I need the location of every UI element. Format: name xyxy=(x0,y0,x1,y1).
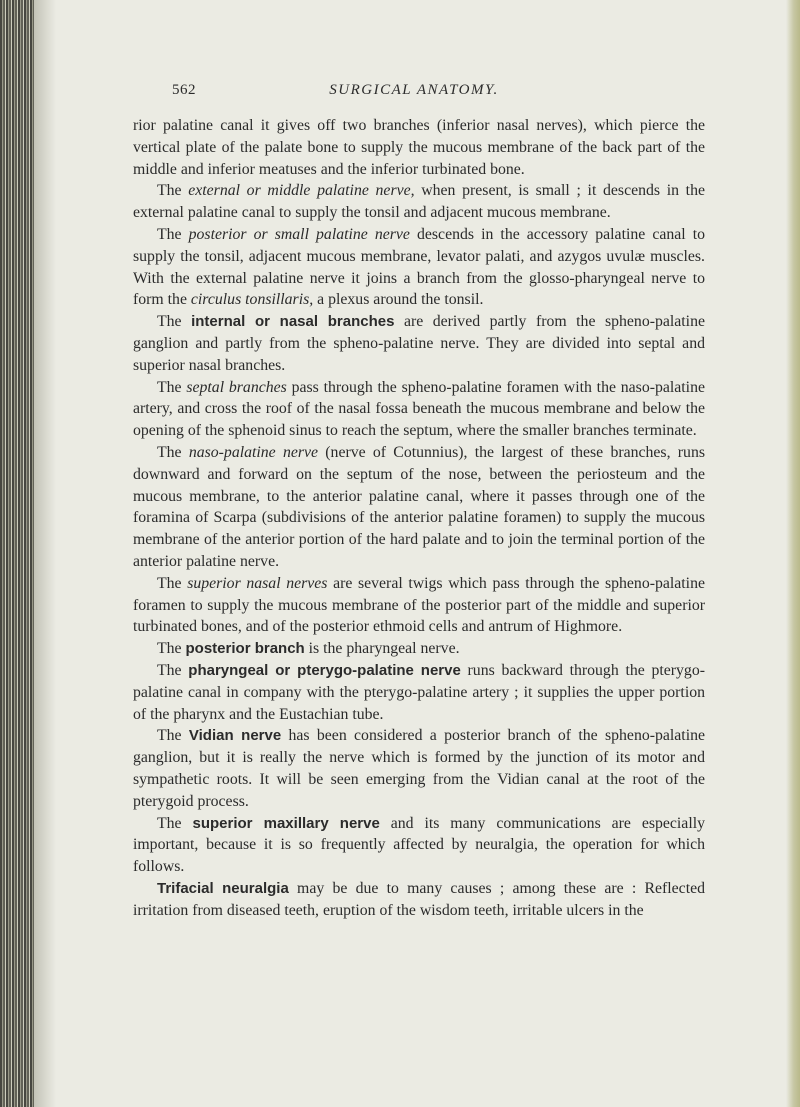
paragraph xyxy=(133,377,705,442)
page-edge xyxy=(786,0,800,1107)
bold-heading-term: pharyngeal or pterygo-palatine nerve xyxy=(188,661,461,679)
paragraph xyxy=(133,660,705,725)
text-run: runs backward through the pterygo-palatine canal in company with the pterygo-palatine artery ; it supplies the upper portion of the pharynx and the Eustachian tube. xyxy=(133,661,705,723)
paragraph xyxy=(133,638,705,660)
text-run: The xyxy=(157,727,189,745)
italic-term: circulus tonsillaris, xyxy=(190,291,314,309)
paragraph xyxy=(133,180,705,224)
text-run: are derived partly from the spheno-palatine ganglion and partly from the spheno-palatine nerve. They are divided into septal and superior nasal branches. xyxy=(133,313,705,374)
bold-heading-term: internal or nasal branches xyxy=(191,313,395,331)
text-run: The xyxy=(157,225,189,243)
text-run: a plexus around the tonsil. xyxy=(313,291,484,309)
paragraph xyxy=(133,878,705,922)
italic-term: posterior or small palatine nerve xyxy=(188,225,410,243)
bold-heading-term: posterior branch xyxy=(185,640,305,658)
paragraph xyxy=(133,573,705,638)
text-run: The xyxy=(157,661,189,679)
text-run: pass through the spheno-palatine foramen with the naso-palatine artery, and cross the roof of the nasal fossa beneath the mucous membrane and below the opening of the sphenoid sinus to reach the septum, where the smaller branches terminate. xyxy=(133,378,705,440)
book-binding-gutter xyxy=(0,0,34,1107)
text-run: The xyxy=(157,378,187,396)
italic-term: septal branches xyxy=(186,378,287,396)
text-run: The xyxy=(157,313,192,331)
paragraph xyxy=(133,311,705,376)
italic-term: naso-palatine nerve xyxy=(188,443,319,461)
page-header xyxy=(138,82,690,106)
body-text xyxy=(133,115,705,921)
paragraph xyxy=(133,813,705,878)
paragraph xyxy=(133,725,705,812)
text-run: may be due to many causes ; among these are : Reflected irritation from diseased teeth, eruption of the wisdom teeth, irritable ulcers in the xyxy=(133,879,705,919)
bold-heading-term: superior maxillary nerve xyxy=(192,814,380,832)
italic-term: superior nasal nerves xyxy=(187,574,328,592)
paragraph xyxy=(133,224,705,311)
bold-heading-term: Vidian nerve xyxy=(188,727,282,745)
paragraph xyxy=(133,442,705,573)
gutter-shadow xyxy=(34,0,56,1107)
text-run: when present, is small ; it descends in the external palatine canal to supply the tonsil and adjacent mucous membrane. xyxy=(133,182,705,222)
text-run: The xyxy=(157,182,189,200)
text-run: The xyxy=(157,443,189,461)
text-run: and its many communications are especially important, because it is so frequently affected by neuralgia, the operation for which follows. xyxy=(133,814,705,876)
text-run: descends in the accessory palatine canal to supply the tonsil, adjacent mucous membrane, levator palati, and azygos uvulæ muscles. With the external palatine nerve it joins a branch from the glosso-pharyngeal nerve to form the xyxy=(133,225,705,309)
italic-term: external or middle palatine nerve, xyxy=(188,182,415,200)
text-run: The xyxy=(157,574,188,592)
page-number: 562 xyxy=(172,82,196,98)
text-run: are several twigs which pass through the spheno-palatine foramen to supply the mucous membrane of the posterior part of the middle and superior turbinated bones, and of the posterior ethmoid cells and antrum of Highmore. xyxy=(133,574,705,636)
paragraph xyxy=(133,115,705,180)
text-run: is the pharyngeal nerve. xyxy=(304,640,460,658)
text-run: (nerve of Cotunnius), the largest of these branches, runs downward and forward on the septum of the nose, between the periosteum and the mucous membrane, to the anterior palatine canal, where it passes through one of the foramina of Scarpa (subdivisions of the anterior palatine foramen) to supply the mucous membrane of the anterior portion of the hard palate and to join the terminal portion of the anterior palatine nerve. xyxy=(133,443,705,570)
bold-heading-term: Trifacial neuralgia xyxy=(157,879,289,897)
text-run: The xyxy=(157,640,186,658)
text-run: has been considered a posterior branch of the spheno-palatine ganglion, but it is really the nerve which is formed by the junction of its motor and sympathetic roots. It will be seen emerging from the Vidian canal at the root of the pterygoid process. xyxy=(133,727,705,810)
text-run: rior palatine canal it gives off two branches (inferior nasal nerves), which pierce the vertical plate of the palate bone to supply the mucous membrane of the back part of the middle and inferior meatuses and the inferior turbinated bone. xyxy=(133,117,705,178)
running-head: SURGICAL ANATOMY. xyxy=(329,82,499,98)
text-run: The xyxy=(157,814,193,832)
